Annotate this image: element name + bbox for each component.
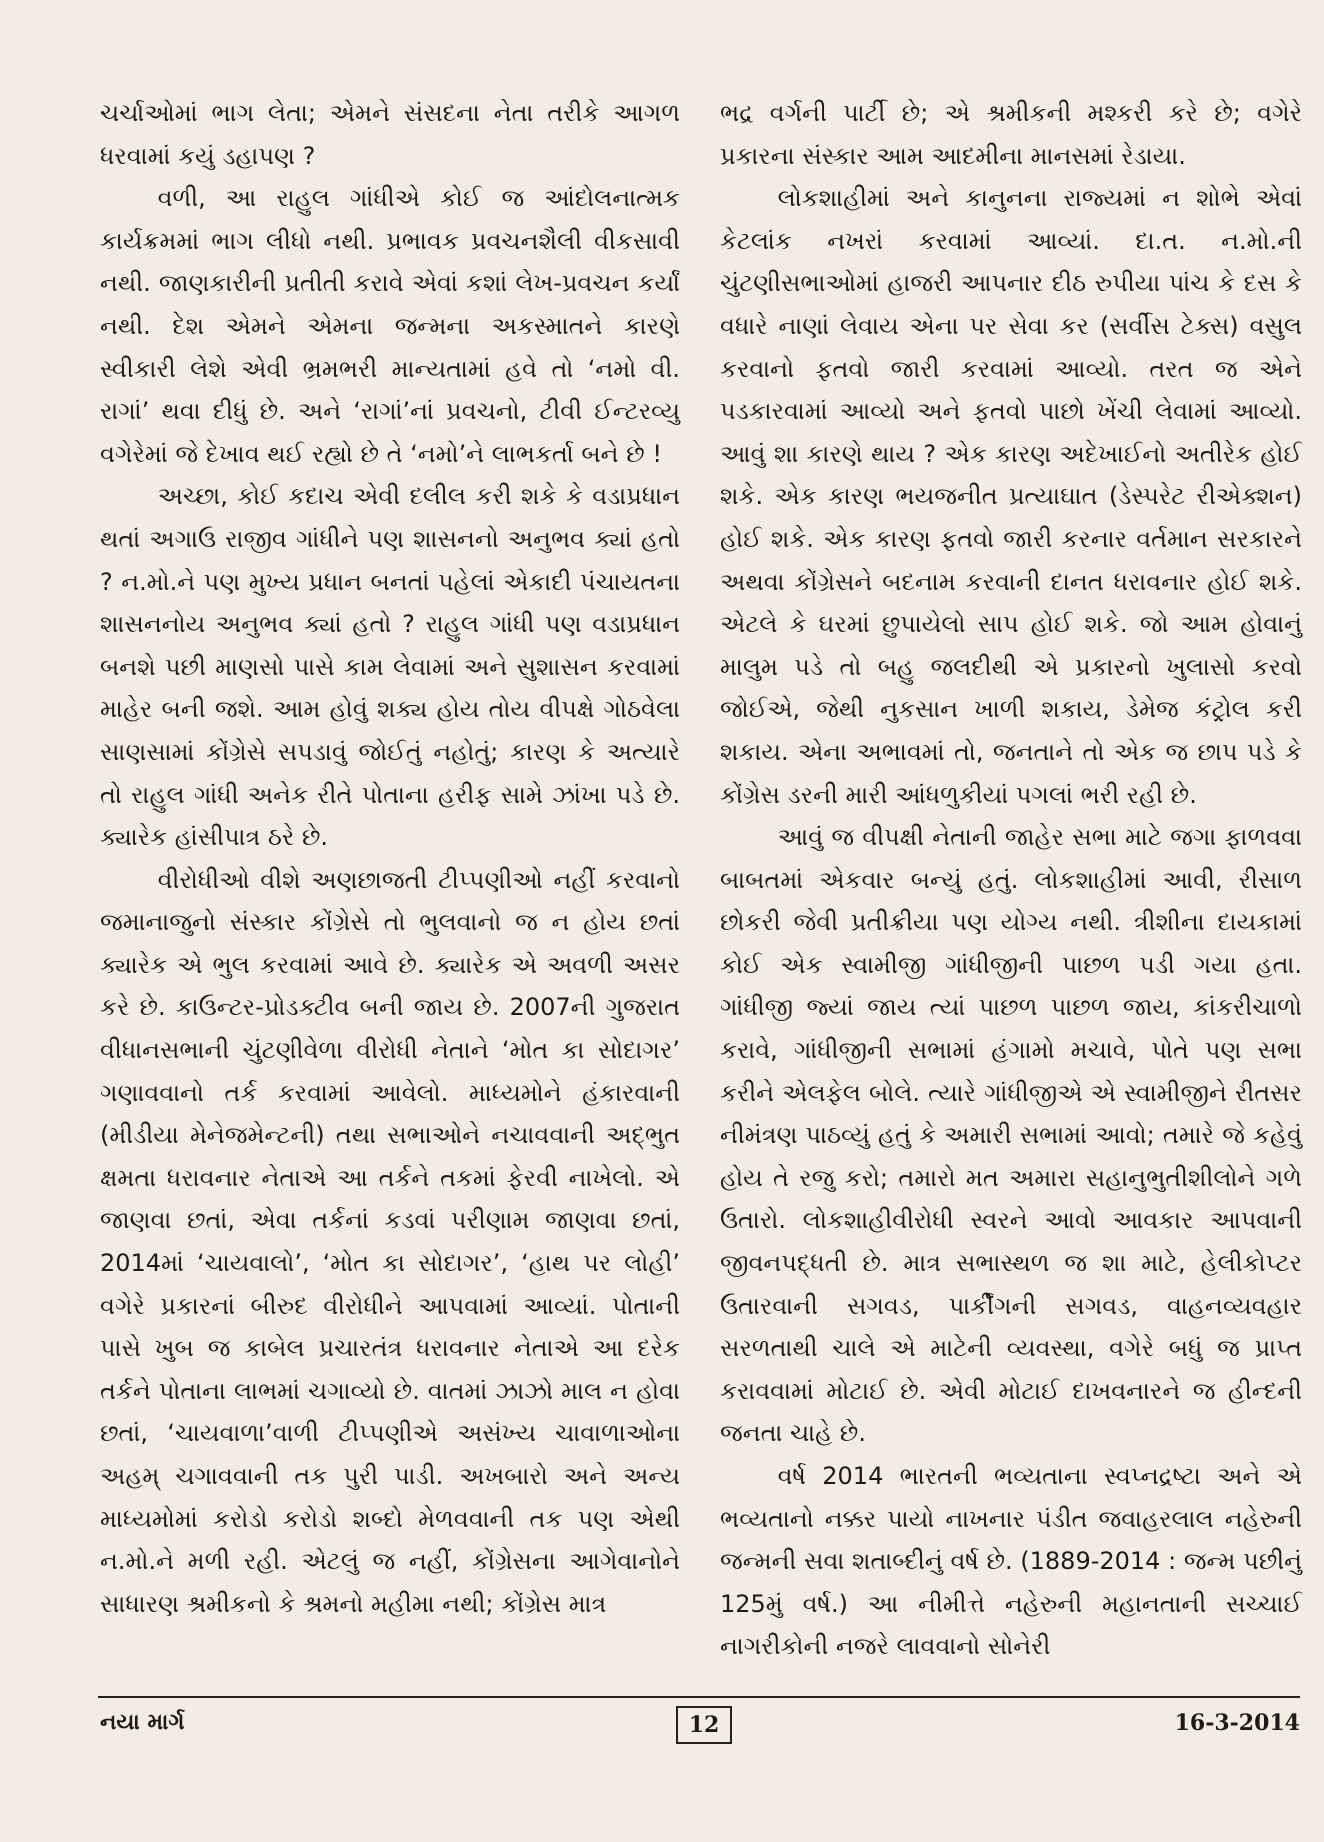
paragraph: વીરોધીઓ વીશે અણછાજતી ટીપ્પણીઓ નહીં કરવાનો જમાનાજુનો સંસ્કાર કોંગ્રેસે તો ભુલવાનો જ ન હોય છતાં ક્યારેક એ ભુલ કરવામાં આવે છે. ક્યારેક એ અવળી અસર કરે છે. કાઉન્ટર-પ્રોડક્ટીવ બની જાય છે. 2007ની ગુજરાત વીધાનસભાની ચુંટણીવેળા વીરોધી નેતાને ‘મોત કા સોદાગર’ ગણાવવાનો તર્ક કરવામાં આવેલો. માધ્યમોને હંકારવાની (મીડીયા મેનેજમેન્ટની) તથા સભાઓને નચાવવાની અદ્‌ભુત ક્ષમતા ધરાવનાર નેતાએ આ તર્કને તકમાં ફેરવી નાખેલો. એ જાણવા છતાં, એવા તર્કનાં કડવાં પરીણામ જાણવા છતાં, 2014માં ‘ચાયવાલો’, ‘મોત કા સોદાગર’, ‘હાથ પર લોહી’ વગેરે પ્રકારનાં બીરુદ વીરોધીને આપવામાં આવ્યાં. પોતાની પાસે ખુબ જ કાબેલ પ્રચારતંત્ર ધરાવનાર નેતાએ આ દરેક તર્કને પોતાના લાભમાં ચગાવ્યો છે. વાતમાં ઝાઝો માલ ન હોવા છતાં, ‘ચાયવાળા’વાળી ટીપ્પણીએ અસંખ્ય ચાવાળાઓના અહમ્ ચગાવવાની તક પુરી પાડી. અખબારો અને અન્ય માધ્યમોમાં કરોડો કરોડો શબ્દો મેળવવાની તક પણ એથી ન.મો.ને મળી રહી. એટલું જ નહીં, કોંગ્રેસના આગેવાનોને સાધારણ શ્રમીકનો કે શ્રમનો મહીમા નથી; કોંગ્રેસ માત્ર bbox=[100, 865, 680, 1618]
paragraph: આવું જ વીપક્ષી નેતાની જાહેર સભા માટે જગા ફાળવવા બાબતમાં એકવાર બન્યું હતું. લોકશાહીમાં આવી, રીસાળ છોકરી જેવી પ્રતીક્રીયા પણ યોગ્ય નથી. ત્રીશીના દાયકામાં કોઈ એક સ્વામીજી ગાંધીજીની પાછળ પડી ગયા હતા. ગાંધીજી જ્યાં જાય ત્યાં પાછળ પાછળ જાય, કાંકરીચાળો કરાવે, ગાંધીજીની સભામાં હંગામો મચાવે, પોતે પણ સભા કરીને એલફેલ બોલે. ત્યારે ગાંધીજીએ એ સ્વામીજીને રીતસર નીમંત્રણ પાઠવ્યું હતું કે અમારી સભામાં આવો; તમારે જે કહેવું હોય તે રજુ કરો; તમારો મત અમારા સહાનુભુતીશીલોને ગળે ઉતારો. લોકશાહીવીરોધી સ્વરને આવો આવકાર આપવાની જીવનપદ્ધતી છે. માત્ર સભાસ્થળ જ શા માટે, હેલીકોપ્ટર ઉતારવાની સગવડ, પાર્કીંગની સગવડ, વાહનવ્યવહાર સરળતાથી ચાલે એ માટેની વ્યવસ્થા, વગેરે બધું જ પ્રાપ્ત કરાવવામાં મોટાઈ છે. એવી મોટાઈ દાખવનારને જ હીન્દની જનતા ચાહે છે. bbox=[720, 823, 1302, 1448]
page-number: 12 bbox=[676, 1706, 732, 1744]
paragraph: અચ્છા, કોઈ કદાચ એવી દલીલ કરી શકે કે વડાપ્રધાન થતાં અગાઉ રાજીવ ગાંધીને પણ શાસનનો અનુભવ ક્યાં હતો ? ન.મો.ને પણ મુખ્ય પ્રધાન બનતાં પહેલાં એકાદી પંચાયતના શાસનનોય અનુભવ ક્યાં હતો ? રાહુલ ગાંધી પણ વડાપ્રધાન બનશે પછી માણસો પાસે કામ લેવામાં અને સુશાસન કરવામાં માહેર બની જશે. આમ હોવું શક્ય હોય તોય વીપક્ષે ગોઠવેલા સાણસામાં કોંગ્રેસે સપડાવું જોઈતું નહોતું; કારણ કે અત્યારે તો રાહુલ ગાંધી અનેક રીતે પોતાના હરીફ સામે ઝાંખા પડે છે. ક્યારેક હાંસીપાત્ર ઠરે છે. bbox=[100, 482, 680, 852]
publication-name: નયા માર્ગ bbox=[100, 1710, 185, 1735]
paragraph: ભદ્ર વર્ગની પાર્ટી છે; એ શ્રમીકની મશ્કરી કરે છે; વગેરે પ્રકારના સંસ્કાર આમ આદમીના માનસમાં રેડાયા. bbox=[720, 99, 1302, 170]
issue-date: 16-3-2014 bbox=[1174, 1710, 1300, 1736]
paragraph: લોકશાહીમાં અને કાનુનના રાજ્યમાં ન શોભે એવાં કેટલાંક નખરાં કરવામાં આવ્યાં. દા.ત. ન.મો.ની ચુંટણીસભાઓમાં હાજરી આપનાર દીઠ રુપીયા પાંચ કે દસ કે વધારે નાણાં લેવાય એના પર સેવા કર (સર્વીસ ટેક્સ) વસુલ કરવાનો ફતવો જારી કરવામાં આવ્યો. તરત જ એને પડકારવામાં આવ્યો અને ફતવો પાછો ખેંચી લેવામાં આવ્યો. આવું શા કારણે થાય ? એક કારણ અદેખાઈનો અતીરેક હોઈ શકે. એક કારણ ભયજનીત પ્રત્યાઘાત (ડેસ્પરેટ રીએક્શન) હોઈ શકે. એક કારણ ફતવો જારી કરનાર વર્તમાન સરકારને અથવા કોંગ્રેસને બદનામ કરવાની દાનત ધરાવનાર હોઈ શકે. એટલે કે ઘરમાં છુપાયેલો સાપ હોઈ શકે. જો આમ હોવાનું માલુમ પડે તો બહુ જલદીથી એ પ્રકારનો ખુલાસો કરવો જોઈએ, જેથી નુકસાન ખાળી શકાય, ડેમેજ કંટ્રોલ કરી શકાય. એના અભાવમાં તો, જનતાને તો એક જ છાપ પડે કે કોંગ્રેસ ડરની મારી આંધળુકીયાં પગલાં ભરી રહી છે. bbox=[720, 184, 1302, 809]
left-column bbox=[100, 92, 680, 1625]
paragraph: ચર્ચાઓમાં ભાગ લેતા; એમને સંસદના નેતા તરીકે આગળ ધરવામાં કયું ડહાપણ ? bbox=[100, 99, 680, 170]
paragraph: વળી, આ રાહુલ ગાંધીએ કોઈ જ આંદોલનાત્મક કાર્યક્રમમાં ભાગ લીધો નથી. પ્રભાવક પ્રવચનશૈલી વીકસાવી નથી. જાણકારીની પ્રતીતી કરાવે એવાં કશાં લેખ-પ્રવચન કર્યાં નથી. દેશ એમને એમના જન્મના અકસ્માતને કારણે સ્વીકારી લેશે એવી ભ્રમભરી માન્યતામાં હવે તો ‘નમો વી. રાગાં’ થવા દીધું છે. અને ‘રાગાં’નાં પ્રવચનો, ટીવી ઈન્ટરવ્યુ વગેરેમાં જે દેખાવ થઈ રહ્યો છે તે ‘નમો’ને લાભકર્તા બને છે ! bbox=[100, 184, 680, 468]
paragraph: વર્ષ 2014 ભારતની ભવ્યતાના સ્વપ્નદ્રષ્ટા અને એ ભવ્યતાનો નક્કર પાયો નાખનાર પંડીત જવાહરલાલ નહેરુની જન્મની સવા શતાબ્દીનું વર્ષ છે. (1889-2014 : જન્મ પછીનું 125મું વર્ષ.) આ નીમીત્તે નહેરુની મહાનતાની સચ્ચાઈ નાગરીકોની નજરે લાવવાનો સોનેરી bbox=[720, 1462, 1302, 1661]
page-footer bbox=[98, 1696, 1300, 1750]
right-column bbox=[720, 92, 1302, 1668]
